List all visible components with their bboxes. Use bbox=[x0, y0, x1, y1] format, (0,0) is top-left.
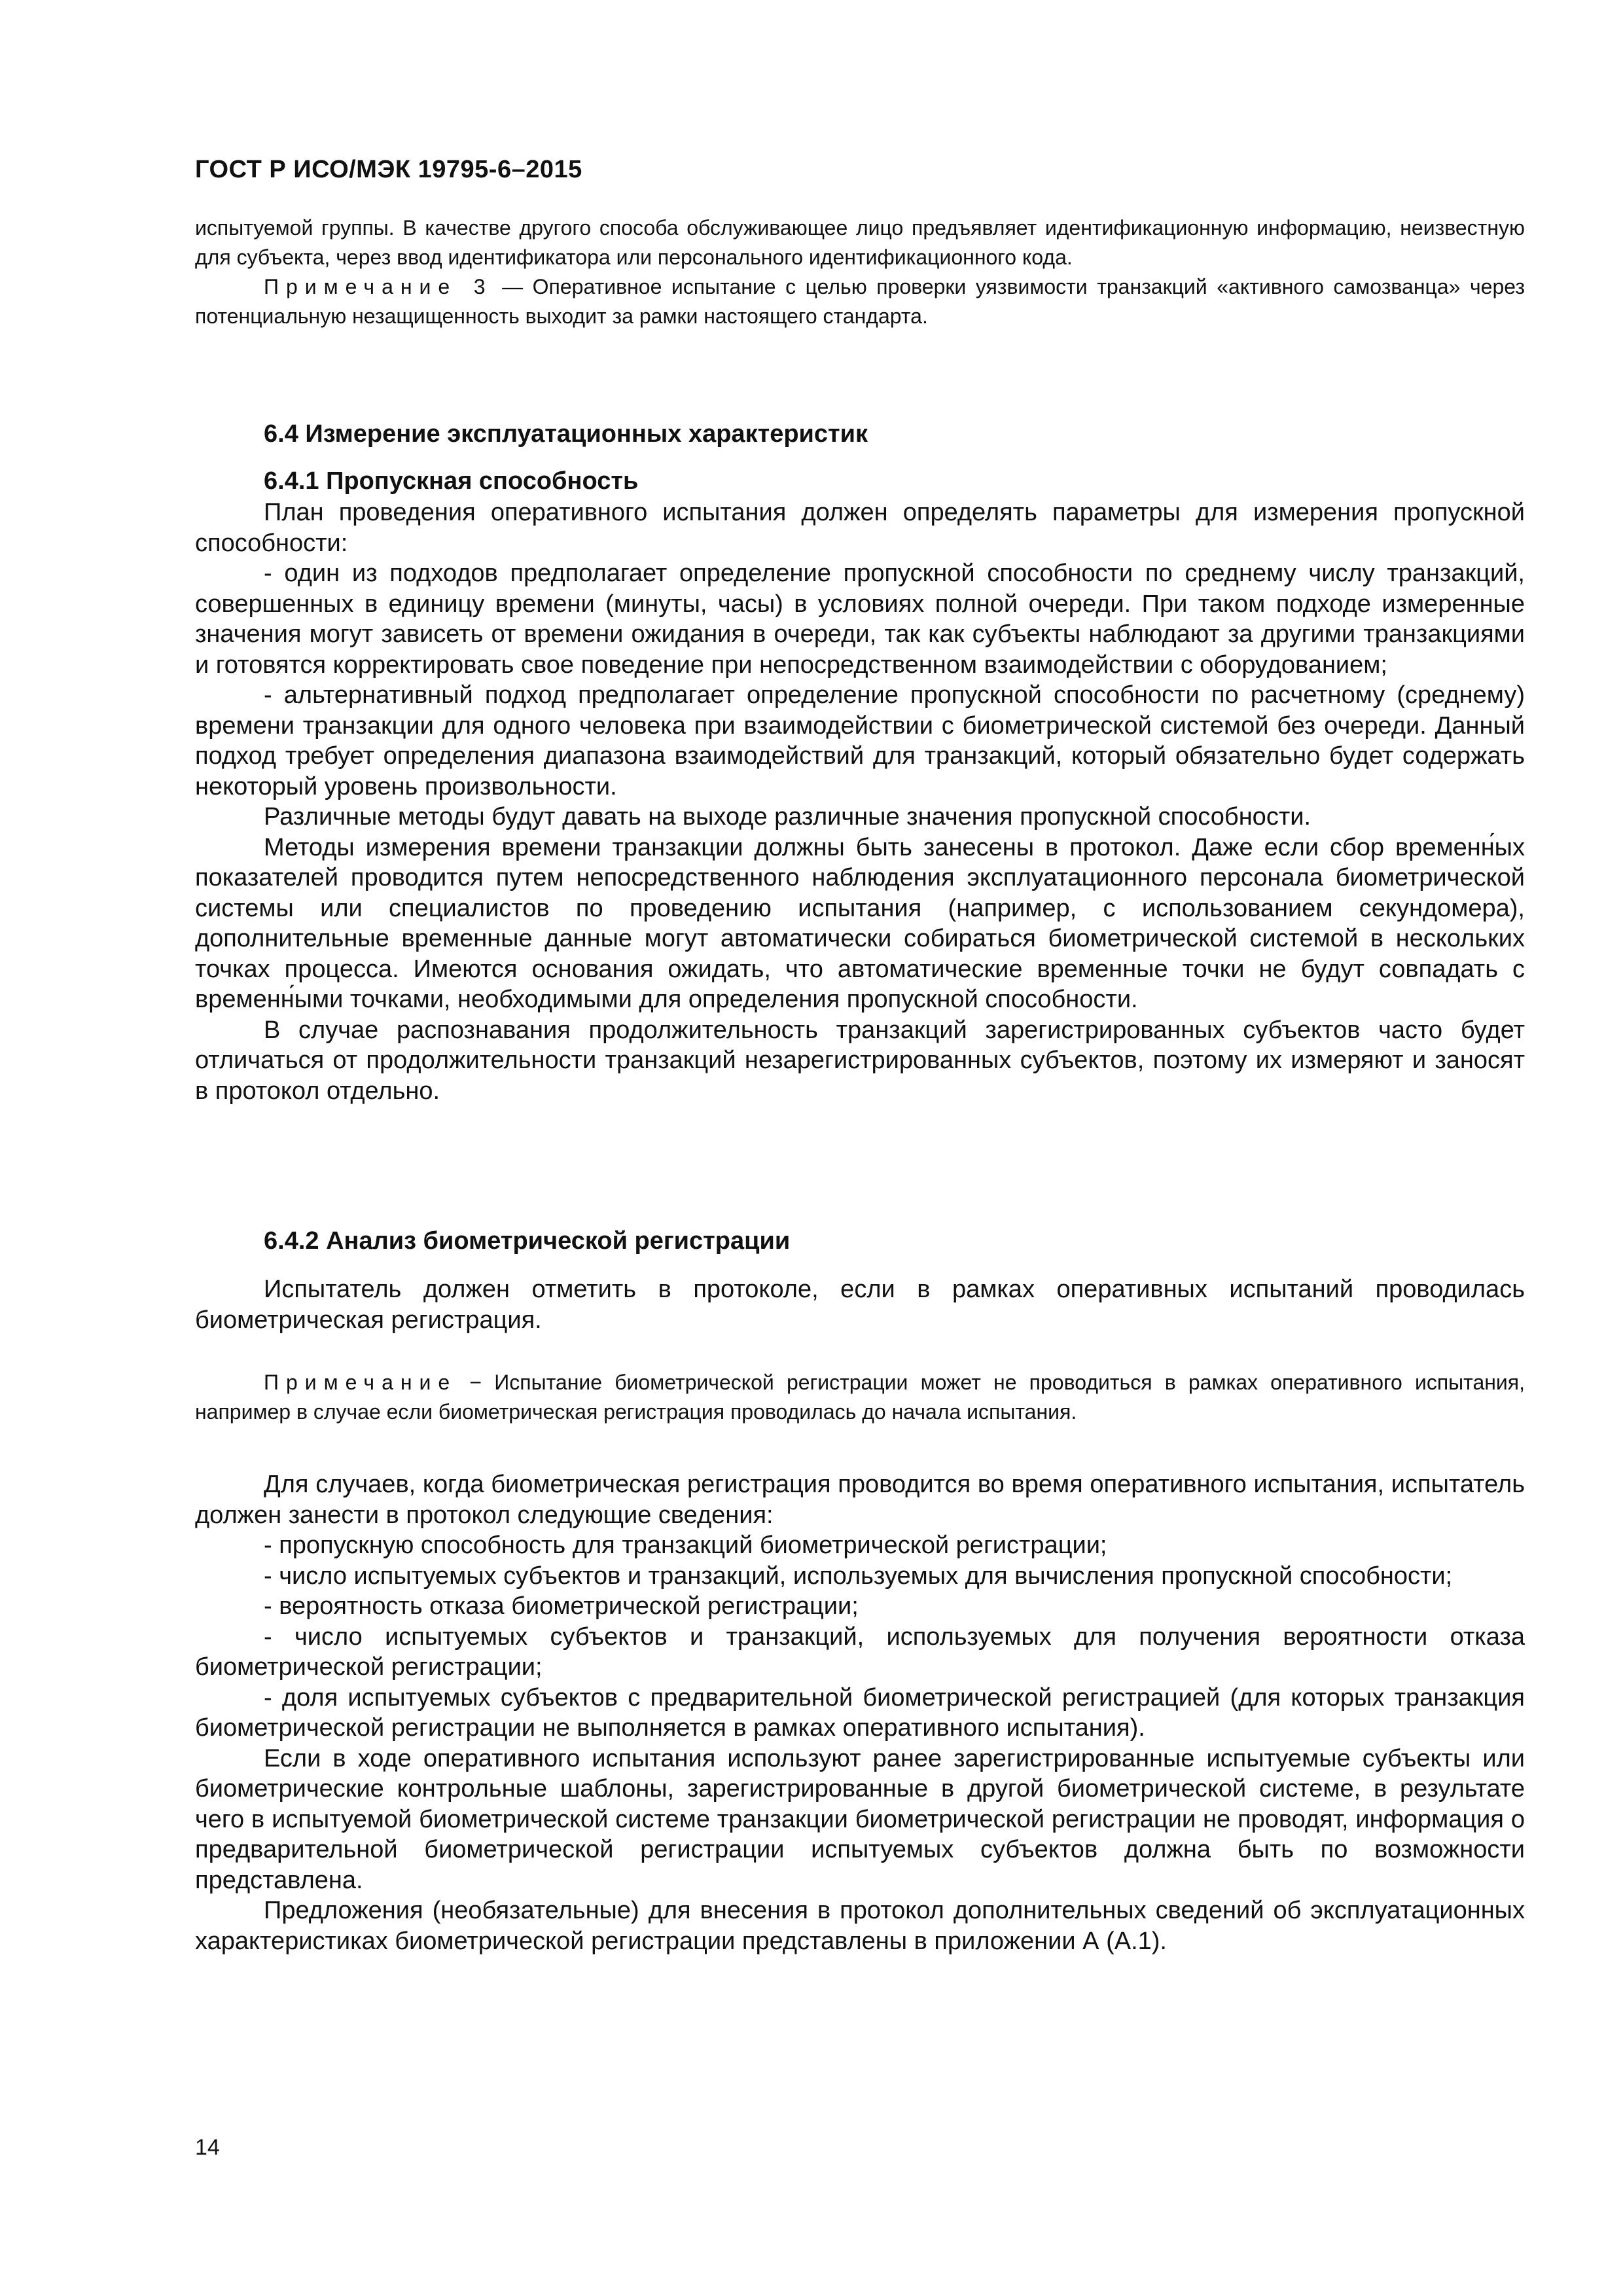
paragraph: Если в ходе оперативного испытания используют ранее зарегистрированные испытуемые субъекты или биометрические контрольные шаблоны, зарегистрированные в другой биометрической системе, в результате чего в испытуемой биометрической системе транзакции биометрической регистрации не проводят, информация о предварительной биометрической регистрации испытуемых субъектов должна быть по возможности представлена. bbox=[195, 1744, 1525, 1894]
note-3-label: Примечание 3 bbox=[264, 275, 493, 298]
section-6-4-2-body bbox=[195, 1469, 1525, 1956]
paragraph: Испытатель должен отметить в протоколе, если в рамках оперативных испытаний проводилась биометрическая регистрация. bbox=[195, 1276, 1525, 1334]
note-text: − Испытание биометрической регистрации может не проводиться в рамках оперативного испытания, например в случае если биометрическая регистрация проводилась до начала испытания. bbox=[195, 1371, 1525, 1424]
document-header: ГОСТ Р ИСО/МЭК 19795-6–2015 bbox=[195, 156, 582, 183]
paragraph: Предложения (необязательные) для внесения в протокол дополнительных сведений об эксплуатационных характеристиках биометрической регистрации представлены в приложении А (А.1). bbox=[195, 1897, 1525, 1955]
page-number: 14 bbox=[195, 2135, 220, 2160]
section-6-4-1-title: 6.4.1 Пропускная способность bbox=[264, 467, 639, 495]
paragraph: В случае распознавания продолжительность транзакций зарегистрированных субъектов часто будет отличаться от продолжительности транзакций незарегистрированных субъектов, поэтому их измеряют и заносят в протокол отдельно. bbox=[195, 1016, 1525, 1105]
section-6-4-1-body bbox=[195, 497, 1525, 1106]
section-6-4-2-title: 6.4.2 Анализ биометрической регистрации bbox=[264, 1227, 791, 1255]
list-item: - один из подходов предполагает определение пропускной способности по среднему числу транзакций, совершенных в единицу времени (минуты, часы) в условиях полной очереди. При таком подходе измеренные значения могут зависеть от времени ожидания в очереди, так как субъекты наблюдают за другими транзакциями и готовятся корректировать свое поведение при непосредственном взаимодействии с оборудованием; bbox=[195, 560, 1525, 679]
section-6-4-2-note bbox=[195, 1368, 1525, 1427]
paragraph: Для случаев, когда биометрическая регистрация проводится во время оперативного испытания, испытатель должен занести в протокол следующие сведения: bbox=[195, 1471, 1525, 1529]
paragraph: Методы измерения времени транзакции должны быть занесены в протокол. Даже если сбор временн́ых показателей проводится путем непосредственного наблюдения эксплуатационного персонала биометрической системы или специалистов по проведению испытания (например, с использованием секундомера), дополнительные временные данные могут автоматически собираться биометрической системой в нескольких точках процесса. Имеются основания ожидать, что автоматические временные точки не будут совпадать с временн́ыми точками, необходимыми для определения пропускной способности. bbox=[195, 833, 1525, 1013]
section-6-4-2-intro bbox=[195, 1274, 1525, 1335]
continuation-paragraph: испытуемой группы. В качестве другого способа обслуживающее лицо предъявляет идентификационную информацию, неизвестную для субъекта, через ввод идентификатора или персонального идентификационного кода. bbox=[195, 216, 1525, 269]
list-item: - вероятность отказа биометрической регистрации; bbox=[264, 1592, 859, 1620]
list-item: - пропускную способность для транзакций биометрической регистрации; bbox=[264, 1532, 1107, 1559]
paragraph: План проведения оперативного испытания должен определять параметры для измерения пропускной способности: bbox=[195, 499, 1525, 557]
list-item: - число испытуемых субъектов и транзакций, используемых для получения вероятности отказа биометрической регистрации; bbox=[195, 1623, 1525, 1681]
list-item: - альтернативный подход предполагает определение пропускной способности по расчетному (среднему) времени транзакции для одного человека при взаимодействии с биометрической системой без очереди. Данный подход требует определения диапазона взаимодействий для транзакций, который обязательно будет содержать некоторый уровень произвольности. bbox=[195, 681, 1525, 800]
section-6-4-title: 6.4 Измерение эксплуатационных характеристик bbox=[264, 420, 868, 448]
note-3-text: — Оперативное испытание с целью проверки уязвимости транзакций «активного самозванца» через потенциальную незащищенность выходит за рамки настоящего стандарта. bbox=[195, 275, 1525, 328]
note bbox=[195, 1368, 1525, 1427]
paragraph: Различные методы будут давать на выходе различные значения пропускной способности. bbox=[264, 803, 1311, 831]
list-item: - доля испытуемых субъектов с предварительной биометрической регистрацией (для которых транзакция биометрической регистрации не выполняется в рамках оперативного испытания). bbox=[195, 1683, 1525, 1742]
intro-block bbox=[195, 213, 1525, 331]
list-item: - число испытуемых субъектов и транзакций, используемых для вычисления пропускной способности; bbox=[264, 1562, 1453, 1590]
note-3 bbox=[195, 272, 1525, 331]
note-label: Примечание bbox=[264, 1371, 457, 1394]
